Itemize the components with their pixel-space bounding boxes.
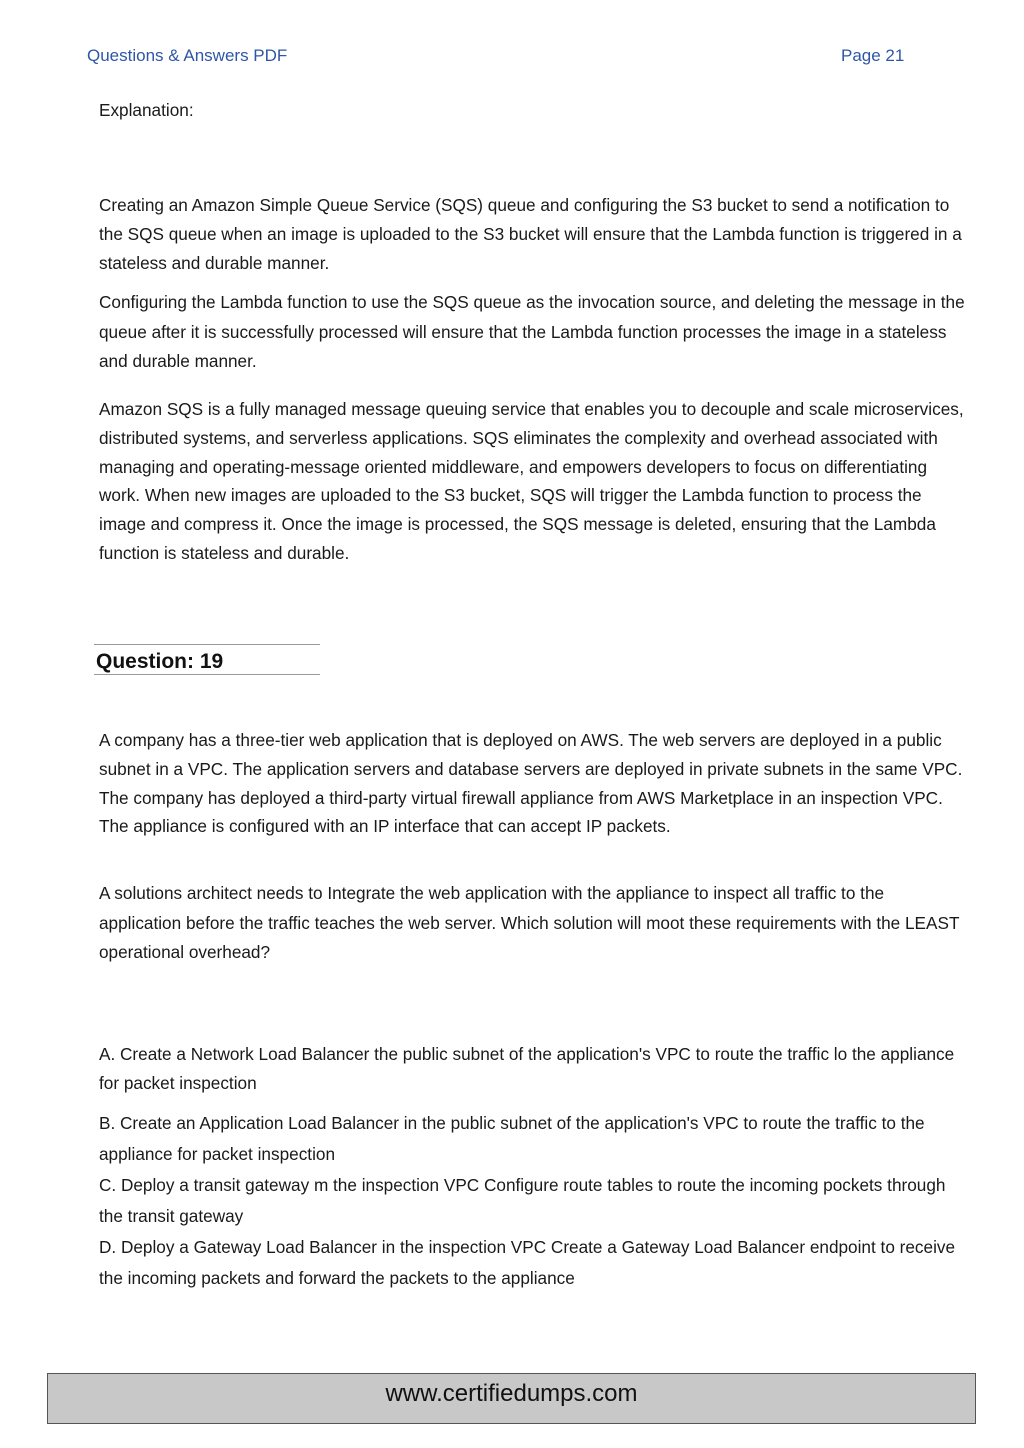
- explanation-paragraph-3: Amazon SQS is a fully managed message queuing service that enables you to decouple and scale microservices, distributed systems, and serverless applications. SQS eliminates the complexity and overhead associated with managing and operating-message oriented middleware, and empowers developers to focus on differentiating work. When new images are uploaded to the S3 bucket, SQS will trigger the Lambda function to process the image and compress it. Once the image is processed, the SQS message is deleted, ensuring that the Lambda function is stateless and durable.: [99, 399, 964, 563]
- question-paragraph-2: A solutions architect needs to Integrate the web application with the appliance to inspect all traffic to the application before the traffic teaches the web server. Which solution will moot these requirements with the LEAST operational overhead?: [99, 883, 960, 962]
- document-header-title: Questions & Answers PDF: [87, 46, 288, 65]
- option-b: B. Create an Application Load Balancer in the public subnet of the application's VPC to route the traffic to the appliance for packet inspection: [99, 1113, 925, 1164]
- page-number: Page 21: [841, 46, 905, 65]
- explanation-paragraph-2: Configuring the Lambda function to use the SQS queue as the invocation source, and deleting the message in the queue after it is successfully processed will ensure that the Lambda function processes the image in a stateless and durable manner.: [99, 292, 965, 371]
- option-d: D. Deploy a Gateway Load Balancer in the inspection VPC Create a Gateway Load Balancer endpoint to receive the incoming packets and forward the packets to the appliance: [99, 1237, 956, 1288]
- footer-url: www.certifiedumps.com: [385, 1380, 638, 1407]
- explanation-paragraph-1: Creating an Amazon Simple Queue Service (SQS) queue and configuring the S3 bucket to send a notification to the SQS queue when an image is uploaded to the S3 bucket will ensure that the Lambda function is triggered in a stateless and durable manner.: [99, 195, 962, 273]
- option-a: A. Create a Network Load Balancer the public subnet of the application's VPC to route the traffic lo the appliance for packet inspection: [99, 1044, 955, 1093]
- option-c: C. Deploy a transit gateway m the inspection VPC Configure route tables to route the incoming pockets through the transit gateway: [99, 1175, 946, 1226]
- question-bottom-rule: [94, 674, 320, 675]
- question-top-rule: [94, 644, 320, 645]
- footer-banner: [47, 1373, 976, 1424]
- question-title: Question: 19: [96, 650, 224, 673]
- question-paragraph-1: A company has a three-tier web application that is deployed on AWS. The web servers are deployed in a public subnet in a VPC. The application servers and database servers are deployed in private subnets in the same VPC. The company has deployed a third-party virtual firewall appliance from AWS Marketplace in an inspection VPC. The appliance is configured with an IP interface that can accept IP packets.: [99, 730, 963, 837]
- explanation-label: Explanation:: [99, 100, 194, 120]
